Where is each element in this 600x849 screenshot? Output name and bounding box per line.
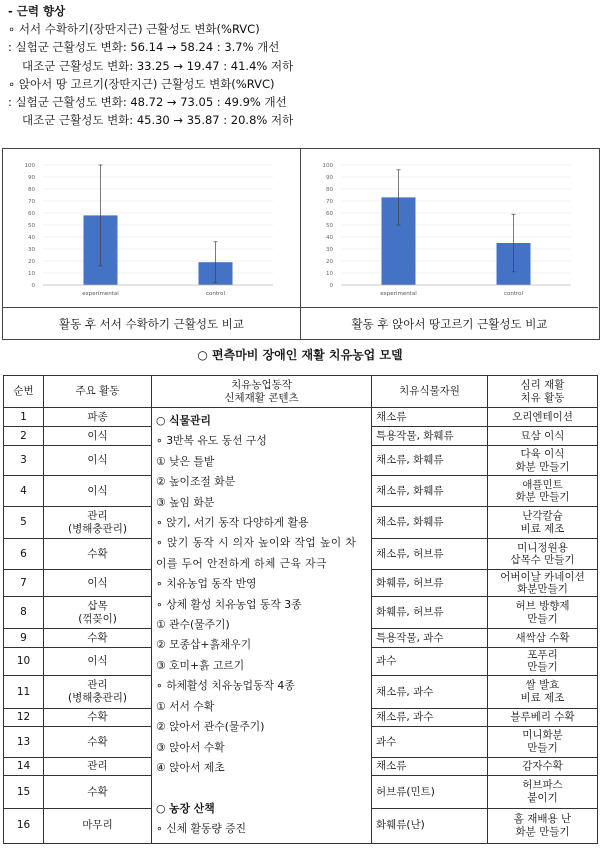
x-tick-label: control [503,291,524,297]
y-tick-label: 90 [326,175,333,181]
rehab-contents-cell [152,408,372,844]
row-plant: 채소류, 화훼류 [372,506,488,539]
contents-line: ∘ 하체활성 치유농업동작 4종 [156,679,295,693]
summary-line: ∘ 서서 수확하기(장딴지근) 근활성도 변화(%RVC) [8,22,260,37]
row-plant: 채소류 [372,408,488,427]
x-tick-label: control [205,291,226,297]
row-psych: 새싹삼 수확 [488,628,598,647]
contents-line: ④ 앉아서 제초 [156,760,225,774]
row-psych: 감자수확 [488,758,598,776]
row-activity: 관리 (병해충관리) [44,506,152,539]
contents-line: ① 관수(물주기) [156,618,230,632]
row-number: 13 [4,726,44,758]
table-header-row [4,376,598,408]
row-number: 10 [4,647,44,675]
contents-line: ∘ 치유농업 동작 반영 [156,577,257,591]
y-tick-label: 30 [326,247,333,253]
y-tick-label: 80 [326,187,333,193]
chart-caption: 활동 후 서서 수확하기 근활성도 비교 [3,307,300,340]
row-activity: 수확 [44,628,152,647]
row-number: 3 [4,445,44,476]
row-plant: 채소류 [372,758,488,776]
row-activity: 관리 (병해충관리) [44,676,152,709]
row-plant: 화훼류, 허브류 [372,597,488,629]
row-activity: 삽목 (꺾꽂이) [44,597,152,629]
chart-sitting-leveling [301,149,598,339]
row-activity: 수확 [44,776,152,809]
row-psych: 허브 방향제 만들기 [488,597,598,629]
row-plant: 과수 [372,726,488,758]
row-activity: 수확 [44,726,152,758]
y-tick-label: 10 [28,271,35,277]
chart-panel [2,148,600,340]
row-psych: 쌀 발효 비료 제조 [488,676,598,709]
row-activity: 이식 [44,647,152,675]
row-number: 11 [4,676,44,709]
y-tick-label: 100 [24,163,35,169]
row-activity: 파종 [44,408,152,427]
contents-line: ① 낮은 틀밭 [156,454,215,468]
row-activity: 마무리 [44,808,152,843]
summary-line: 대조군 근활성도 변화: 33.25 → 19.47 : 41.4% 저하 [22,58,294,73]
table-row [4,408,598,427]
contents-line: ∘ 3반복 유도 동선 구성 [156,434,267,448]
header-contents: 치유농업동작 신체재활 콘텐츠 [152,376,372,408]
row-psych: 다육 이식 화분 만들기 [488,445,598,476]
summary-line: : 실험군 근활성도 변화: 48.72 → 73.05 : 49.9% 개선 [8,95,287,110]
header-activity: 주요 활동 [44,376,152,408]
y-tick-label: 10 [326,271,333,277]
row-number: 15 [4,776,44,809]
y-tick-label: 0 [329,283,333,289]
row-plant: 화훼류, 허브류 [372,569,488,596]
row-plant: 채소류, 과수 [372,676,488,709]
row-activity: 수확 [44,708,152,726]
contents-line: ∘ 상체 활성 치유농업 동작 3종 [156,597,302,611]
row-activity: 이식 [44,569,152,596]
row-plant: 특용작물, 화훼류 [372,426,488,445]
row-plant: 채소류, 화훼류 [372,445,488,476]
row-number: 1 [4,408,44,427]
header-plant: 치유식물자원 [372,376,488,408]
row-activity: 수확 [44,539,152,570]
row-activity: 이식 [44,476,152,507]
row-plant: 허브류(민트) [372,776,488,809]
chart-standing-harvest [3,149,301,339]
row-number: 6 [4,539,44,570]
contents-line: ② 모종삽+흙채우기 [156,638,252,652]
row-psych: 홈 재배용 난 화분 만들기 [488,808,598,843]
y-tick-label: 30 [28,247,35,253]
summary-line: ∘ 앉아서 땅 고르기(장딴지근) 근활성도 변화(%RVC) [8,76,275,91]
contents-line: ① 서서 수확 [156,699,215,713]
row-psych: 어버이날 카네이션 화분만들기 [488,569,598,596]
x-tick-label: experimental [82,291,119,297]
row-psych: 묘삼 이식 [488,426,598,445]
y-tick-label: 40 [28,235,35,241]
row-psych: 난각칼슘 비료 제조 [488,506,598,539]
contents-line: ③ 높임 화분 [156,495,215,509]
y-tick-label: 60 [28,211,35,217]
row-psych: 허브파스 붙이기 [488,776,598,809]
row-number: 5 [4,506,44,539]
header-no: 순번 [4,376,44,408]
summary-heading: - 근력 향상 [8,4,66,18]
row-number: 8 [4,597,44,629]
contents-line [156,778,367,798]
row-number: 7 [4,569,44,596]
row-number: 14 [4,758,44,776]
y-tick-label: 70 [28,199,35,205]
x-tick-label: experimental [380,291,417,297]
row-activity: 관리 [44,758,152,776]
summary-line: : 실험군 근활성도 변화: 56.14 → 58.24 : 3.7% 개선 [8,40,280,55]
contents-line: ∘ 앉기, 서기 동작 다양하게 활용 [156,516,309,530]
rehab-model-table [3,375,598,844]
row-plant: 과수 [372,647,488,675]
row-psych: 오리엔테이션 [488,408,598,427]
summary-line: 대조군 근활성도 변화: 45.30 → 35.87 : 20.8% 저하 [22,113,294,128]
header-psych: 심리 재활 치유 활동 [488,376,598,408]
row-psych: 애플민트 화분 만들기 [488,476,598,507]
y-tick-label: 40 [326,235,333,241]
row-psych: 포푸리 만들기 [488,647,598,675]
y-tick-label: 20 [28,259,35,265]
y-tick-label: 80 [28,187,35,193]
row-number: 2 [4,426,44,445]
row-activity: 이식 [44,445,152,476]
row-plant: 특용작물, 과수 [372,628,488,647]
row-plant: 채소류, 화훼류 [372,476,488,507]
chart-svg [301,149,598,307]
y-tick-label: 90 [28,175,35,181]
y-tick-label: 100 [322,163,333,169]
contents-line: ∘ 앉기 동작 시 의자 높이와 작업 높이 차이를 두어 안전하게 하체 근육 자극 [156,536,357,570]
row-plant: 채소류, 과수 [372,708,488,726]
contents-line: ○ 농장 산책 [156,801,215,815]
model-title: ○ 편측마비 장애인 재활 치유농업 모델 [197,348,403,362]
row-plant: 화훼류(난) [372,808,488,843]
y-tick-label: 0 [31,283,35,289]
y-tick-label: 20 [326,259,333,265]
chart-caption: 활동 후 앉아서 땅고르기 근활성도 비교 [301,307,598,340]
row-number: 4 [4,476,44,507]
summary-section [8,2,594,129]
row-number: 9 [4,628,44,647]
contents-line: ② 앉아서 관수(물주기) [156,720,265,734]
contents-line: ③ 호미+흙 고르기 [156,658,245,672]
y-tick-label: 50 [28,223,35,229]
contents-line: ○ 식물관리 [156,414,211,427]
row-psych: 미니정원용 삽목수 만들기 [488,539,598,570]
row-number: 12 [4,708,44,726]
row-plant: 채소류, 허브류 [372,539,488,570]
row-number: 16 [4,808,44,843]
row-activity: 이식 [44,426,152,445]
contents-line: ∘ 신체 활동량 증진 [156,822,247,836]
contents-line: ③ 앉아서 수확 [156,740,225,754]
row-psych: 미니화분 만들기 [488,726,598,758]
y-tick-label: 50 [326,223,333,229]
row-psych: 블루베리 수확 [488,708,598,726]
chart-svg [3,149,300,307]
y-tick-label: 70 [326,199,333,205]
y-tick-label: 60 [326,211,333,217]
contents-line: ② 높이조절 화분 [156,475,236,489]
